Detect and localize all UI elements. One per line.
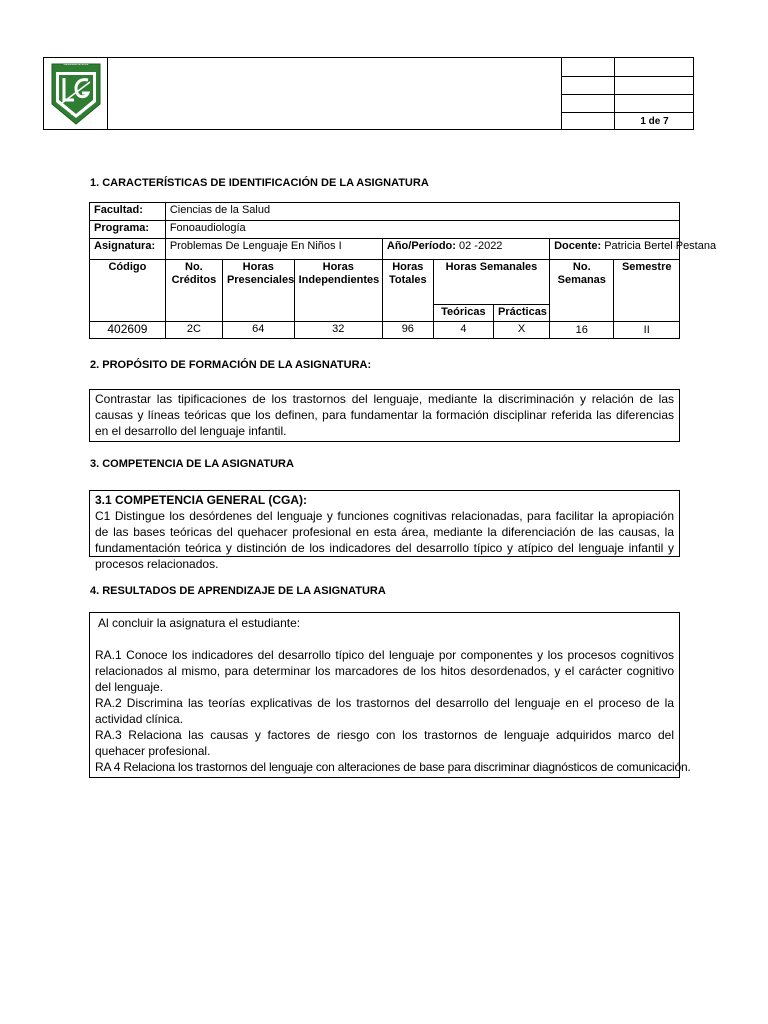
page-indicator: 1 de 7	[640, 116, 669, 127]
header-row-line	[561, 94, 693, 95]
outcome-item: RA.2 Discrimina las teorías explicativas de los trastornos del desarrollo del lenguaje en el proceso de la actividad clínica.	[95, 696, 674, 726]
independientes-header: Horas Independientes	[294, 260, 382, 322]
docente-label: Docente:	[554, 240, 602, 252]
outcome-item: RA.3 Relaciona las causas y factores de riesgo con los trastornos de lenguaje adquiridos marco del quehacer profesional.	[95, 728, 674, 758]
asignatura-value: Problemas De Lenguaje En Niños I	[165, 239, 382, 260]
programa-label: Programa:	[90, 221, 166, 239]
section-1-title: 1. CARACTERÍSTICAS DE IDENTIFICACIÓN DE LA ASIGNATURA	[90, 177, 429, 189]
facultad-value: Ciencias de la Salud	[165, 203, 679, 221]
teoricas-header: Teóricas	[433, 305, 493, 322]
semanas-header: No. Semanas	[550, 260, 614, 322]
practicas-header: Prácticas	[494, 305, 550, 322]
docente-value: Patricia Bertel Pestana	[604, 240, 717, 252]
section-4-title: 4. RESULTADOS DE APRENDIZAJE DE LA ASIGNATURA	[90, 585, 386, 597]
competence-box	[89, 490, 680, 571]
purpose-text: Contrastar las tipificaciones de los trastornos del lenguaje, mediante la discriminación y relación de las causas y líneas teóricas que los definen, para fundamentar la formación disciplinar referida las diferencias en el desarrollo del lenguaje infantil.	[95, 392, 674, 438]
codigo-header: Código	[90, 260, 166, 322]
competence-subtitle: 3.1 COMPETENCIA GENERAL (CGA):	[95, 493, 308, 507]
docente-cell	[550, 239, 717, 260]
totales-header: Horas Totales	[382, 260, 433, 322]
creditos-header: No. Créditos	[165, 260, 222, 322]
outcome-item: RA.1 Conoce los indicadores del desarrollo típico del lenguaje por componentes y los procesos cognitivos relacionados al mismo, para determinar los marcadores de los hitos desordenados, y el carácter cognitivo del lenguaje.	[95, 648, 674, 694]
creditos-value: 2C	[165, 322, 222, 339]
periodo-cell	[382, 239, 549, 260]
section-2-title: 2. PROPÓSITO DE FORMACIÓN DE LA ASIGNATURA:	[90, 359, 372, 371]
programa-value: Fonoaudiología	[165, 221, 679, 239]
header-row-line	[561, 76, 693, 77]
semestre-header: Semestre	[614, 260, 680, 322]
semestre-value: II	[614, 322, 680, 339]
purpose-box	[89, 389, 680, 442]
document-header	[43, 57, 694, 130]
periodo-value: 02 -2022	[459, 240, 503, 252]
independientes-value: 32	[294, 322, 382, 339]
semanales-header: Horas Semanales	[433, 260, 549, 305]
logo-bottom-text: SINCELEJO	[70, 114, 82, 116]
practicas-value: X	[494, 322, 550, 339]
teoricas-value: 4	[433, 322, 493, 339]
presenciales-header: Horas Presenciales	[222, 260, 294, 322]
presenciales-value: 64	[222, 322, 294, 339]
learning-outcomes-box	[89, 612, 691, 778]
logo-top-text: UNIVERSIDAD DE SUCRE	[63, 64, 89, 66]
section-3-title: 3. COMPETENCIA DE LA ASIGNATURA	[90, 458, 294, 470]
codigo-value: 402609	[90, 322, 166, 339]
header-divider	[107, 58, 108, 129]
facultad-label: Facultad:	[90, 203, 166, 221]
totales-value: 96	[382, 322, 433, 339]
identification-table	[89, 202, 717, 339]
outcomes-intro: Al concluir la asignatura el estudiante:	[98, 616, 301, 630]
competence-text: C1 Distingue los desórdenes del lenguaje y funciones cognitivas relacionadas, para facilitar la apropiación de las bases teóricas del quehacer profesional en esta área, mediante la diferenciación de las causas, la fundamentación teórica y distinción de los indicadores del desarrollo típico y atípico del lenguaje infantil y procesos relacionados.	[95, 509, 674, 571]
semanas-value: 16	[550, 322, 614, 339]
asignatura-label: Asignatura:	[90, 239, 166, 260]
periodo-label: Año/Período:	[386, 240, 456, 252]
outcome-item: RA 4 Relaciona los trastornos del lenguaje con alteraciones de base para discriminar diagnósticos de comunicación.	[95, 760, 691, 774]
